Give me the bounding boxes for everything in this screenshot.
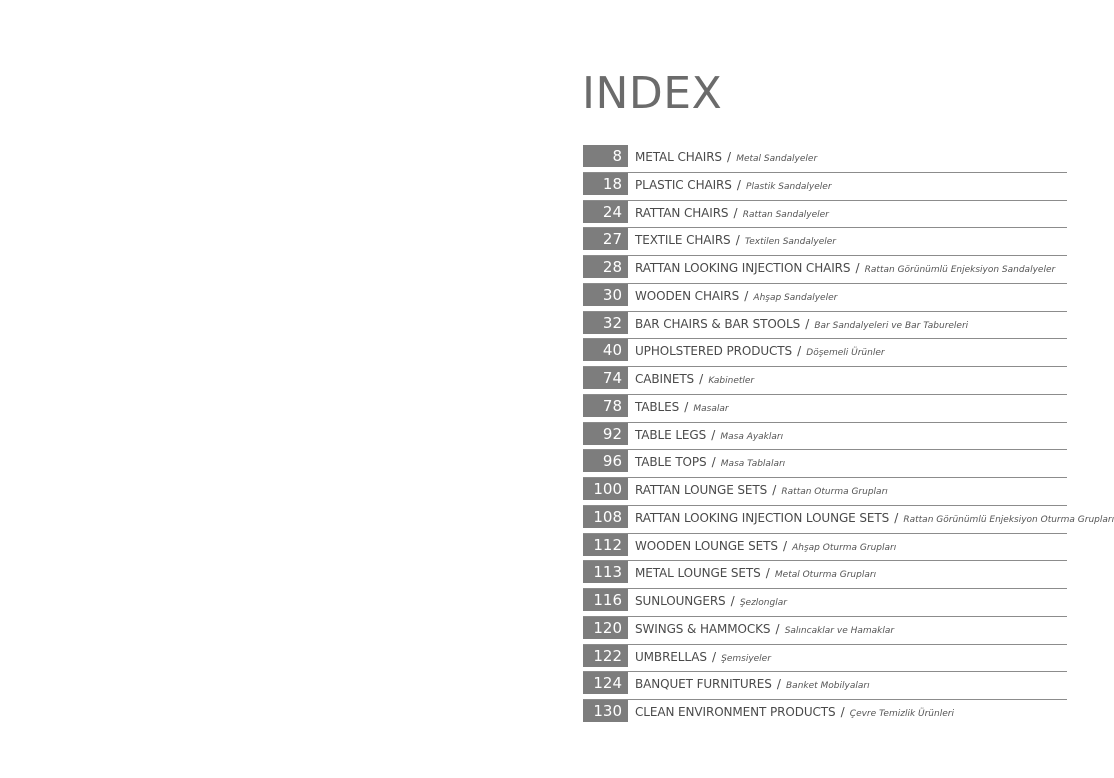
index-entry[interactable] — [583, 450, 1067, 478]
entry-label — [635, 173, 1067, 195]
index-entry[interactable] — [583, 312, 1067, 340]
index-entry[interactable] — [583, 645, 1067, 673]
entry-label — [635, 700, 1067, 722]
entry-subtitle: Masalar — [693, 403, 729, 414]
entry-subtitle: Şemsiyeler — [721, 653, 771, 664]
entry-subtitle: Rattan Sandalyeler — [742, 209, 829, 220]
entry-subtitle: Textilen Sandalyeler — [744, 237, 836, 248]
entry-separator: / — [699, 372, 704, 386]
entry-label — [635, 339, 1067, 361]
page-number: 40 — [583, 339, 628, 361]
entry-label — [635, 228, 1067, 250]
index-entry[interactable] — [583, 284, 1067, 312]
entry-separator: / — [776, 677, 781, 692]
entry-title: CLEAN ENVIRONMENT PRODUCTS — [635, 705, 836, 719]
entry-subtitle: Çevre Temizlik Ürünleri — [849, 709, 954, 719]
entry-title: WOODEN CHAIRS — [635, 288, 740, 303]
entry-label — [635, 561, 1067, 583]
page-number: 32 — [583, 312, 628, 334]
entry-separator: / — [684, 399, 689, 414]
entry-subtitle: Plastik Sandalyeler — [746, 181, 832, 192]
page-title: INDEX — [582, 68, 723, 119]
entry-title: TABLE LEGS — [635, 427, 707, 442]
entry-subtitle: Banket Mobilyaları — [786, 681, 870, 692]
page-number: 8 — [583, 145, 628, 167]
index-entry[interactable] — [583, 700, 1067, 728]
entry-label — [635, 450, 1067, 472]
entry-title: METAL CHAIRS — [635, 150, 722, 164]
page-number: 92 — [583, 423, 628, 445]
page-number: 113 — [583, 561, 628, 583]
entry-subtitle: Masa Tablaları — [720, 459, 786, 470]
page-number: 30 — [583, 284, 628, 306]
entry-separator: / — [711, 455, 716, 470]
entry-separator: / — [840, 705, 845, 719]
page-number: 78 — [583, 395, 628, 417]
entry-separator: / — [711, 649, 717, 664]
page-number: 96 — [583, 450, 628, 472]
entry-title: CABINETS — [635, 372, 695, 386]
entry-separator: / — [730, 594, 735, 608]
entry-label — [635, 589, 1067, 611]
index-entry[interactable] — [583, 534, 1067, 562]
entry-title: BANQUET FURNITURES — [635, 677, 772, 692]
index-entry[interactable] — [583, 617, 1067, 645]
entry-subtitle: Bar Sandalyeleri ve Bar Tabureleri — [814, 320, 969, 331]
entry-title: PLASTIC CHAIRS — [635, 177, 732, 192]
entry-label — [635, 284, 1067, 306]
entry-separator: / — [775, 621, 780, 636]
entry-separator: / — [733, 205, 738, 220]
page-number: 108 — [583, 506, 628, 528]
index-entry[interactable] — [583, 589, 1067, 617]
page-number: 28 — [583, 256, 628, 278]
entry-title: UMBRELLAS — [635, 649, 707, 664]
page-number: 112 — [583, 534, 628, 556]
entry-subtitle: Masa Ayakları — [720, 431, 784, 442]
entry-subtitle: Rattan Oturma Grupları — [781, 487, 888, 497]
entry-label — [635, 395, 1067, 417]
entry-separator: / — [727, 150, 732, 164]
entry-label — [635, 423, 1067, 445]
entry-subtitle: Kabinetler — [708, 376, 755, 386]
entry-label — [635, 312, 1067, 334]
entry-separator: / — [765, 566, 770, 581]
entry-title: UPHOLSTERED PRODUCTS — [635, 344, 793, 359]
entry-title: RATTAN CHAIRS — [635, 205, 729, 220]
index-entry[interactable] — [583, 395, 1067, 423]
index-entry[interactable] — [583, 561, 1067, 589]
entry-subtitle: Şezlonglar — [739, 598, 787, 608]
page-number: 130 — [583, 700, 628, 722]
entry-label — [635, 145, 1067, 167]
page-number: 74 — [583, 367, 628, 389]
entry-title: TEXTILE CHAIRS — [635, 233, 731, 248]
entry-subtitle: Metal Oturma Grupları — [774, 570, 877, 581]
entry-subtitle: Rattan Görünümlü Enjeksiyon Sandalyeler — [864, 265, 1056, 275]
index-entry[interactable] — [583, 506, 1114, 534]
entry-label — [635, 201, 1067, 223]
page-number: 116 — [583, 589, 628, 611]
entry-label — [635, 256, 1067, 278]
index-entry[interactable] — [583, 256, 1067, 284]
entry-separator: / — [772, 483, 777, 497]
entry-subtitle: Ahşap Sandalyeler — [753, 292, 838, 303]
entry-separator: / — [894, 510, 899, 525]
entry-title: RATTAN LOUNGE SETS — [635, 483, 768, 497]
entry-title: TABLE TOPS — [635, 455, 707, 470]
entry-label — [635, 617, 1067, 639]
entry-label — [635, 534, 1067, 556]
entry-title: BAR CHAIRS & BAR STOOLS — [635, 316, 801, 331]
entry-subtitle: Döşemeli Ürünler — [806, 348, 885, 359]
index-entry[interactable] — [583, 201, 1067, 229]
entry-separator: / — [711, 427, 716, 442]
page-number: 18 — [583, 173, 628, 195]
entry-title: METAL LOUNGE SETS — [635, 566, 761, 581]
index-entry[interactable] — [583, 672, 1067, 700]
entry-title: TABLES — [635, 399, 680, 414]
entry-label — [635, 478, 1067, 500]
entry-subtitle: Rattan Görünümlü Enjeksiyon Oturma Grupları — [903, 514, 1114, 525]
entry-label — [635, 506, 1114, 528]
index-entry[interactable] — [583, 423, 1067, 451]
entry-label — [635, 672, 1067, 694]
entry-subtitle: Ahşap Oturma Grupları — [792, 542, 897, 553]
entry-label — [635, 645, 1067, 667]
entry-title: RATTAN LOOKING INJECTION LOUNGE SETS — [635, 510, 890, 525]
entry-title: WOODEN LOUNGE SETS — [635, 538, 778, 553]
entry-separator: / — [855, 261, 860, 275]
index-entry[interactable] — [583, 145, 1067, 173]
entry-separator: / — [735, 233, 740, 248]
page-number: 100 — [583, 478, 628, 500]
entry-separator: / — [744, 288, 749, 303]
entry-title: SWINGS & HAMMOCKS — [635, 621, 771, 636]
entry-separator: / — [782, 538, 788, 553]
entry-subtitle: Metal Sandalyeler — [736, 154, 818, 164]
page-number: 122 — [583, 645, 628, 667]
entry-separator: / — [805, 316, 810, 331]
entry-separator: / — [797, 344, 802, 359]
entry-title: SUNLOUNGERS — [635, 594, 726, 608]
entry-title: RATTAN LOOKING INJECTION CHAIRS — [635, 261, 851, 275]
entry-separator: / — [736, 177, 741, 192]
page-number: 124 — [583, 672, 628, 694]
index-entry[interactable] — [583, 228, 1067, 256]
index-entry[interactable] — [583, 367, 1067, 395]
index-list — [583, 145, 1114, 728]
entry-label — [635, 367, 1067, 389]
entry-subtitle: Salıncaklar ve Hamaklar — [784, 625, 895, 636]
index-entry[interactable] — [583, 173, 1067, 201]
page-number: 120 — [583, 617, 628, 639]
index-entry[interactable] — [583, 339, 1067, 367]
index-entry[interactable] — [583, 478, 1067, 506]
page-number: 27 — [583, 228, 628, 250]
page-number: 24 — [583, 201, 628, 223]
